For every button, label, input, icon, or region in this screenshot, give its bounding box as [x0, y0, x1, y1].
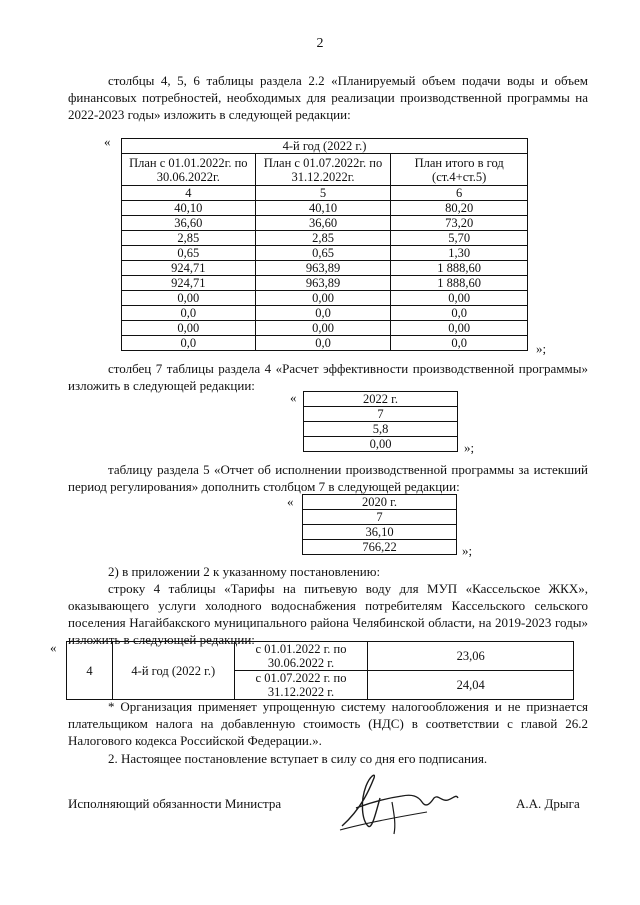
table1-cell: 2,85 [122, 231, 256, 246]
table4-period: с 01.07.2022 г. по 31.12.2022 г. [234, 671, 368, 700]
table1-cell: 0,0 [391, 336, 528, 351]
table3-cell: 7 [303, 510, 457, 525]
table1-cell: 0,0 [255, 306, 391, 321]
table1-col-number: 4 [122, 186, 256, 201]
table1-cell: 0,65 [122, 246, 256, 261]
table1-cell: 0,00 [255, 291, 391, 306]
table4-row-number: 4 [67, 642, 113, 700]
paragraph-columns-4-5-6: столбцы 4, 5, 6 таблицы раздела 2.2 «Планируемый объем подачи воды и объем финансовых потребностей, необходимых для реализации производственной программы на 2022-2023 годы» изложить в следующей редакции: [68, 73, 588, 122]
table1-cell: 2,85 [255, 231, 391, 246]
table2-cell: 2022 г. [304, 392, 458, 407]
table1-cell: 0,00 [391, 291, 528, 306]
table-efficiency-column [303, 391, 458, 452]
table4-period: с 01.01.2022 г. по 30.06.2022 г. [234, 642, 368, 671]
table3-cell: 2020 г. [303, 495, 457, 510]
table1-cell: 0,00 [255, 321, 391, 336]
table-tariffs [66, 641, 574, 700]
table1-col-number: 5 [255, 186, 391, 201]
table1-cell: 963,89 [255, 276, 391, 291]
table1-cell: 0,65 [255, 246, 391, 261]
page-number: 2 [316, 36, 324, 51]
table1-cell: 36,60 [122, 216, 256, 231]
table1-header-year: 4-й год (2022 г.) [122, 139, 528, 154]
open-quote-table3: « [287, 494, 294, 509]
table1-cell: 0,00 [391, 321, 528, 336]
table1-cell: 40,10 [255, 201, 391, 216]
paragraph-column-7-section-4: столбец 7 таблицы раздела 4 «Расчет эффективности производственной программы» изложить в следующей редакции: [68, 361, 588, 393]
signatory-name: А.А. Дрыга [516, 796, 580, 811]
table1-cell: 963,89 [255, 261, 391, 276]
table2-cell: 0,00 [304, 437, 458, 452]
table1-cell: 0,0 [391, 306, 528, 321]
table-planned-volume [121, 138, 528, 351]
table1-cell: 0,0 [122, 306, 256, 321]
paragraph-appendix-2: 2) в приложении 2 к указанному постановлению: [108, 564, 381, 579]
table2-cell: 7 [304, 407, 458, 422]
table3-cell: 766,22 [303, 540, 457, 555]
table1-cell: 36,60 [255, 216, 391, 231]
table1-cell: 5,70 [391, 231, 528, 246]
signature-handwritten [332, 768, 482, 838]
paragraph-effective-date: 2. Настоящее постановление вступает в силу со дня его подписания. [108, 751, 488, 766]
footnote-tax: * Организация применяет упрощенную систему налогообложения и не признается плательщиком налога на добавленную стоимость (НДС) в соответствии с главой 26.2 Налогового кодекса Российской Федерации.». [68, 699, 588, 748]
open-quote-table4: « [50, 640, 57, 655]
table1-cell: 73,20 [391, 216, 528, 231]
open-quote-table1: « [104, 134, 111, 149]
table-report-column [302, 494, 457, 555]
table1-cell: 924,71 [122, 276, 256, 291]
signatory-title: Исполняющий обязанности Министра [68, 796, 282, 811]
table1-col-header: План с 01.01.2022г. по 30.06.2022г. [122, 154, 256, 186]
open-quote-table2: « [290, 390, 297, 405]
table2-cell: 5,8 [304, 422, 458, 437]
close-quote-table3: »; [462, 543, 473, 558]
paragraph-section-5-report: таблицу раздела 5 «Отчет об исполнении производственной программы за истекший период регулирования» дополнить столбцом 7 в следующей редакции: [68, 462, 588, 494]
table1-cell: 0,0 [255, 336, 391, 351]
table1-col-header: План с 01.07.2022г. по 31.12.2022г. [255, 154, 391, 186]
table1-cell: 0,00 [122, 291, 256, 306]
table1-cell: 0,00 [122, 321, 256, 336]
table1-cell: 0,0 [122, 336, 256, 351]
table1-cell: 80,20 [391, 201, 528, 216]
table1-cell: 40,10 [122, 201, 256, 216]
paragraph-tariffs-row-4: строку 4 таблицы «Тарифы на питьевую воду для МУП «Кассельское ЖКХ», оказывающего услуги холодного водоснабжения потребителям Кассельского сельского поселения Нагайбакского муниципального района Челябинской области, на 2019-2023 годы» изложить в следующей редакции: [68, 581, 588, 647]
close-quote-table2: »; [464, 440, 475, 455]
table4-value: 24,04 [368, 671, 574, 700]
table1-cell: 924,71 [122, 261, 256, 276]
table1-col-number: 6 [391, 186, 528, 201]
table1-cell: 1 888,60 [391, 261, 528, 276]
table3-cell: 36,10 [303, 525, 457, 540]
table1-cell: 1,30 [391, 246, 528, 261]
table1-cell: 1 888,60 [391, 276, 528, 291]
table4-year: 4-й год (2022 г.) [112, 642, 234, 700]
table4-value: 23,06 [368, 642, 574, 671]
close-quote-table1: »; [536, 341, 547, 356]
table1-col-header: План итого в год (ст.4+ст.5) [391, 154, 528, 186]
